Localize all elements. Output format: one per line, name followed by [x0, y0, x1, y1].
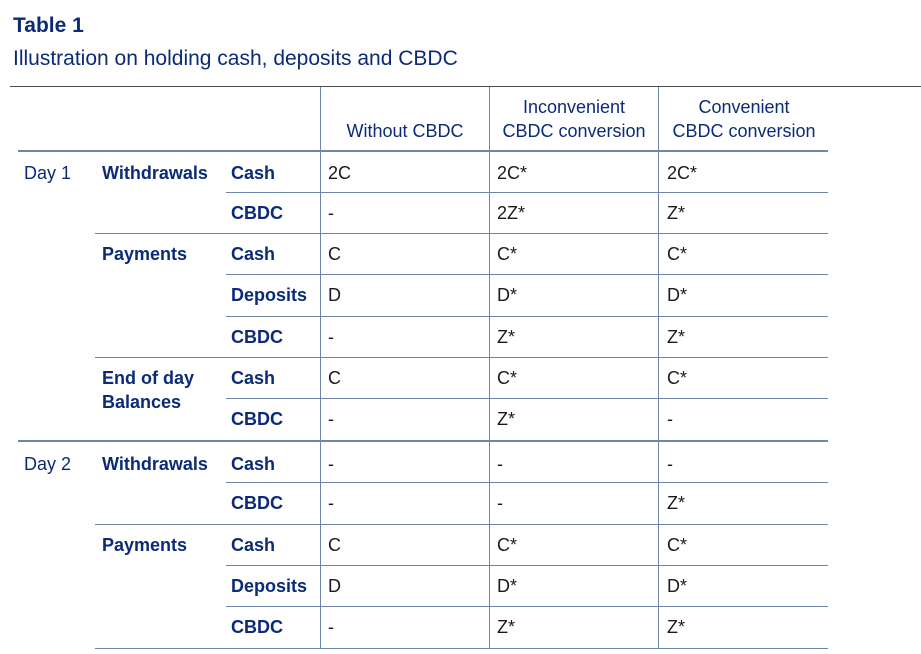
column-header-without-cbdc: Without CBDC: [346, 121, 464, 141]
day-separator-rule: [18, 440, 828, 442]
table-cell: -: [328, 327, 334, 347]
table-cell: -: [328, 409, 334, 429]
row-label: CBDC: [231, 203, 283, 223]
table-cell: D*: [497, 576, 518, 596]
row-rule: [226, 316, 828, 317]
row-rule: [95, 357, 828, 358]
column-divider: [320, 441, 321, 648]
group-label-payments: Payments: [102, 535, 188, 555]
row-label: Cash: [231, 163, 276, 183]
row-label: Cash: [231, 244, 276, 264]
table-subtitle: Illustration on holding cash, deposits and CBDC: [13, 47, 458, 70]
table-cell: Z*: [667, 203, 685, 223]
table-cell: 2Z*: [497, 203, 526, 223]
table-cell: D: [328, 285, 341, 305]
row-rule: [226, 482, 828, 483]
row-label: CBDC: [231, 409, 283, 429]
table-cell: Z*: [667, 493, 685, 513]
table-cell: -: [497, 454, 503, 474]
table-cell: C: [328, 535, 341, 555]
group-label-payments: Payments: [102, 244, 188, 264]
table-cell: D*: [667, 285, 688, 305]
table-cell: C*: [667, 368, 688, 388]
table-cell: -: [667, 454, 673, 474]
table-cell: -: [667, 409, 673, 429]
table-cell: 2C*: [497, 163, 528, 183]
row-label: Cash: [231, 454, 276, 474]
column-header-inconvenient-line2: CBDC conversion: [502, 121, 646, 141]
table-cell: Z*: [497, 327, 515, 347]
group-label-withdrawals: Withdrawals: [102, 454, 208, 474]
row-rule: [226, 274, 828, 275]
table-cell: 2C*: [667, 163, 698, 183]
column-divider: [489, 441, 490, 648]
row-label: CBDC: [231, 617, 283, 637]
row-label: CBDC: [231, 327, 283, 347]
row-label: Cash: [231, 535, 276, 555]
day-label: Day 2: [24, 454, 72, 474]
table-cell: D*: [497, 285, 518, 305]
row-rule: [95, 524, 828, 525]
column-header-convenient-line2: CBDC conversion: [672, 121, 816, 141]
column-header-inconvenient-line1: Inconvenient: [522, 97, 626, 117]
table-cell: C*: [667, 244, 688, 264]
table-cell: -: [328, 617, 334, 637]
header-rule: [18, 150, 828, 152]
table-cell: D*: [667, 576, 688, 596]
bottom-rule: [95, 648, 828, 649]
row-label: Deposits: [231, 576, 308, 596]
table-title: Table 1: [13, 14, 84, 37]
table-cell: C: [328, 368, 341, 388]
group-label-withdrawals: Withdrawals: [102, 163, 208, 183]
table-cell: Z*: [667, 617, 685, 637]
table-cell: Z*: [497, 617, 515, 637]
group-label-balances: Balances: [102, 392, 182, 412]
day-label: Day 1: [24, 163, 72, 183]
table-cell: -: [328, 493, 334, 513]
row-rule: [95, 233, 828, 234]
column-header-convenient-line1: Convenient: [698, 97, 790, 117]
table-cell: D: [328, 576, 341, 596]
top-rule: [10, 86, 921, 87]
row-label: Deposits: [231, 285, 308, 305]
row-rule: [226, 606, 828, 607]
table-cell: -: [328, 454, 334, 474]
table-cell: C*: [497, 244, 518, 264]
row-rule: [226, 398, 828, 399]
row-rule: [226, 192, 828, 193]
table-cell: Z*: [667, 327, 685, 347]
row-rule: [226, 565, 828, 566]
table-cell: -: [497, 493, 503, 513]
table-cell: Z*: [497, 409, 515, 429]
table-cell: 2C: [328, 163, 352, 183]
table-cell: C: [328, 244, 341, 264]
table-cell: -: [328, 203, 334, 223]
column-divider: [658, 441, 659, 648]
table-cell: C*: [667, 535, 688, 555]
row-label: CBDC: [231, 493, 283, 513]
table-cell: C*: [497, 535, 518, 555]
table-cell: C*: [497, 368, 518, 388]
group-label-end-of-day: End of day: [102, 368, 195, 388]
row-label: Cash: [231, 368, 276, 388]
